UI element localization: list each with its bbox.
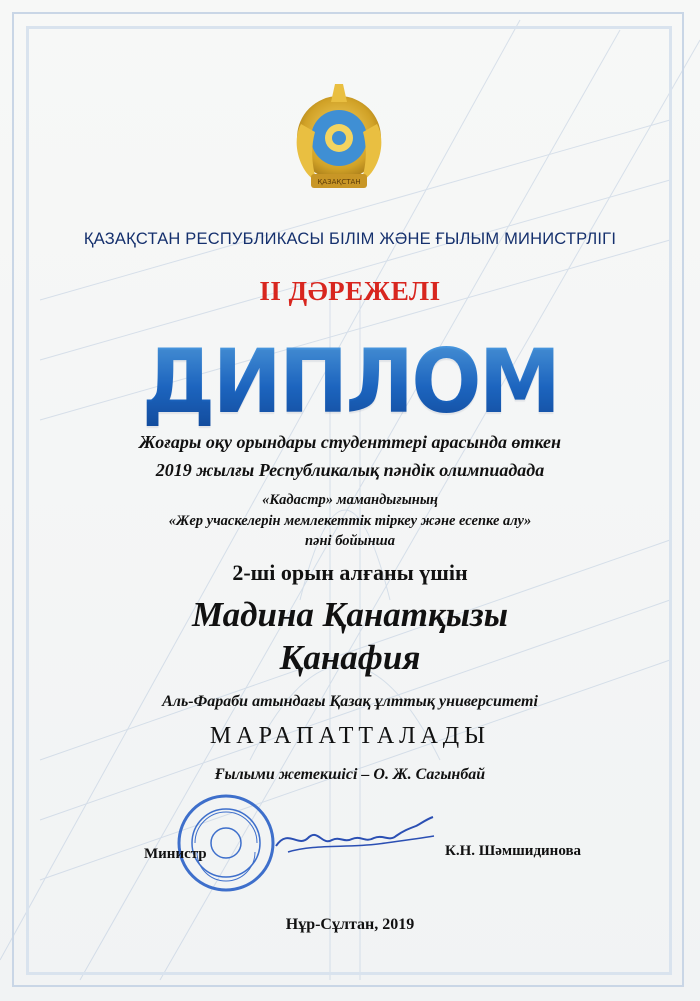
diploma-title — [21, 330, 679, 433]
recipient-name-line-1: Мадина Қанатқызы — [192, 595, 508, 634]
recipient-name-line-2: Қанафия — [279, 638, 421, 677]
university-name: Аль-Фараби атындағы Қазақ ұлттық университеті — [162, 693, 538, 710]
state-emblem — [287, 80, 391, 204]
minister-label: Министр — [144, 846, 207, 862]
specialty-line-3: пәні бойынша — [304, 533, 395, 549]
diploma-title-text: ДИПЛОМ — [141, 330, 559, 433]
svg-text:ҚАЗАҚСТАН: ҚАЗАҚСТАН — [317, 178, 361, 186]
official-stamp — [175, 792, 277, 894]
place-line: 2-ші орын алғаны үшін — [232, 560, 468, 585]
degree-label: II ДӘРЕЖЕЛІ — [259, 276, 441, 306]
olympiad-line-1: Жоғары оқу орындары студенттері арасында өткен — [138, 432, 562, 452]
minister-name: К.Н. Шәмшидинова — [445, 843, 582, 859]
awarded-label: МАРАПАТТАЛАДЫ — [209, 723, 491, 749]
specialty-line-1: «Кадастр» мамандығының — [262, 492, 438, 508]
supervisor-line: Ғылыми жетекшісі – О. Ж. Сагынбай — [214, 766, 486, 783]
specialty-line-2: «Жер учаскелерін мемлекеттік тіркеу және есепке алу» — [168, 513, 532, 529]
olympiad-line-2: 2019 жылғы Республикалық пәндік олимпиадада — [155, 460, 545, 480]
minister-signature — [270, 812, 440, 866]
ministry-name: ҚАЗАҚСТАН РЕСПУБЛИКАСЫ БІЛІМ ЖӘНЕ ҒЫЛЫМ МИНИСТРЛІГІ — [83, 230, 617, 248]
city-year: Нұр-Сұлтан, 2019 — [285, 916, 415, 933]
